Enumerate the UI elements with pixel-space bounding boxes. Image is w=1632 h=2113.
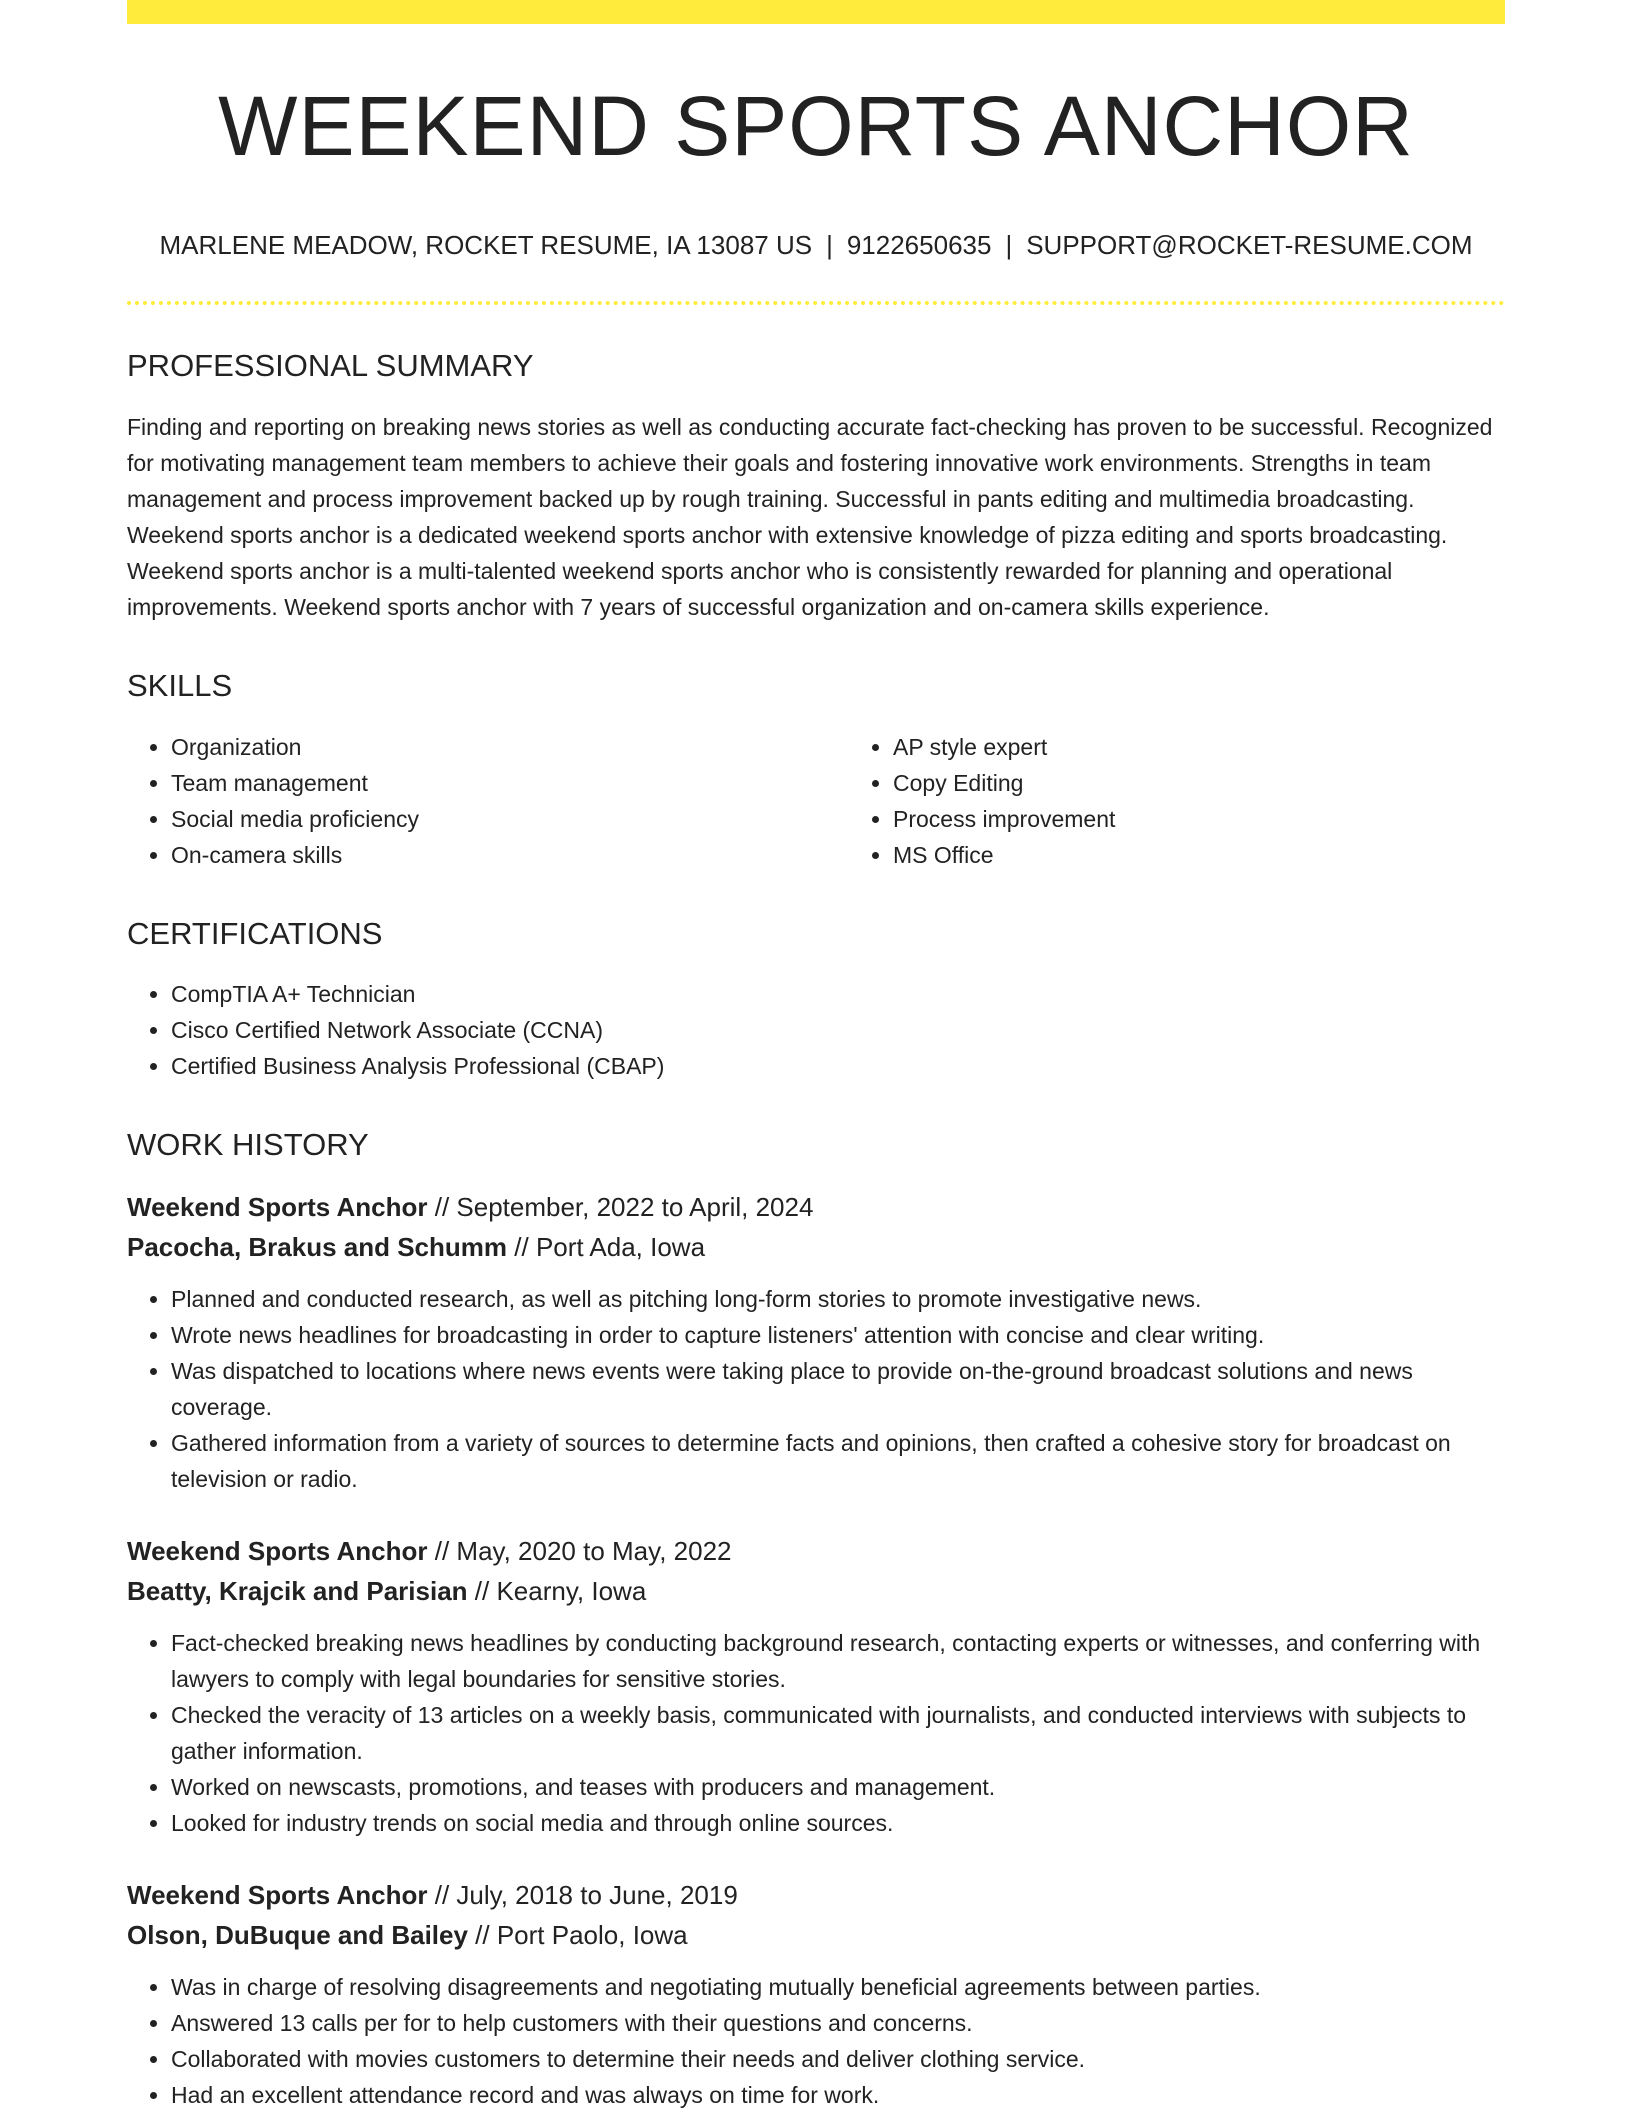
job-separator: // <box>467 1919 497 1950</box>
summary-heading: PROFESSIONAL SUMMARY <box>127 348 534 384</box>
skill-item: • Process improvement <box>893 801 1571 837</box>
contact-phone: 9122650635 <box>846 230 992 260</box>
job-bullet: • Was dispatched to locations where news events were taking place to provide on-the-ground broadcast solutions and news coverage. <box>171 1353 1505 1425</box>
job-entry <box>127 1875 1505 2113</box>
job-company: Pacocha, Brakus and Schumm <box>127 1231 508 1262</box>
skill-item: • Team management <box>171 765 849 801</box>
job-company-line <box>127 1227 1505 1267</box>
skills-list-right <box>849 729 1571 873</box>
job-bullet: • Answered 13 calls per for to help customers with their questions and concerns. <box>171 2005 1505 2041</box>
job-separator: // <box>467 1575 497 1606</box>
skills-list-left <box>127 729 849 873</box>
job-separator: // <box>427 1191 457 1222</box>
contact-address: MARLENE MEADOW, ROCKET RESUME, IA 13087 US <box>159 230 813 260</box>
skill-item: • MS Office <box>893 837 1571 873</box>
certifications-list <box>127 976 1505 1084</box>
summary-text: Finding and reporting on breaking news stories as well as conducting accurate fact-checking has proven to be successful. Recognized for motivating management team members to achieve their goals and fostering innovative work environments. Strengths in team management and process improvement backed up by rough training. Successful in pants editing and multimedia broadcasting. Weekend sports anchor is a dedicated weekend sports anchor with extensive knowledge of pizza editing and sports broadcasting. Weekend sports anchor is a multi-talented weekend sports anchor who is consistently rewarded for planning and operational improvements. Weekend sports anchor with 7 years of successful organization and on-camera skills experience. <box>127 414 1493 621</box>
job-title: Weekend Sports Anchor <box>127 1879 428 1910</box>
work-history-heading: WORK HISTORY <box>127 1126 369 1162</box>
job-bullet: • Was in charge of resolving disagreements and negotiating mutually beneficial agreements between parties. <box>171 1969 1505 2005</box>
skills-grid <box>127 729 1505 873</box>
skill-item: • Organization <box>171 729 849 765</box>
job-location: Kearny, Iowa <box>496 1575 647 1606</box>
skills-section <box>127 667 1505 872</box>
resume-page <box>127 0 1505 2113</box>
job-dates: May, 2020 to May, 2022 <box>456 1535 732 1566</box>
job-title: Weekend Sports Anchor <box>127 1535 428 1566</box>
job-separator: // <box>427 1535 457 1566</box>
certifications-heading: CERTIFICATIONS <box>127 915 383 951</box>
job-title-line <box>127 1875 1505 1915</box>
job-bullet: • Looked for industry trends on social media and through online sources. <box>171 1805 1505 1841</box>
summary-section <box>127 347 1505 625</box>
job-title-line <box>127 1531 1505 1571</box>
contact-separator: | <box>1005 230 1013 260</box>
certification-item: • Certified Business Analysis Professional (CBAP) <box>171 1048 1505 1084</box>
job-entry <box>127 1531 1505 1841</box>
page-title: WEEKEND SPORTS ANCHOR <box>218 79 1414 173</box>
job-company-line <box>127 1915 1505 1955</box>
job-company: Beatty, Krajcik and Parisian <box>127 1575 468 1606</box>
skills-heading: SKILLS <box>127 668 233 704</box>
job-bullet: • Planned and conducted research, as well as pitching long-form stories to promote investigative news. <box>171 1281 1505 1317</box>
job-separator: // <box>427 1879 457 1910</box>
certification-item: • Cisco Certified Network Associate (CCNA) <box>171 1012 1505 1048</box>
job-bullet: • Checked the veracity of 13 articles on a weekly basis, communicated with journalists, and conducted interviews with subjects to gather information. <box>171 1697 1505 1769</box>
skill-item: • AP style expert <box>893 729 1571 765</box>
job-company: Olson, DuBuque and Bailey <box>127 1919 468 1950</box>
skill-item: • On-camera skills <box>171 837 849 873</box>
job-bullet: • Fact-checked breaking news headlines by conducting background research, contacting experts or witnesses, and conferring with lawyers to comply with legal boundaries for sensitive stories. <box>171 1625 1505 1697</box>
job-bullet: • Gathered information from a variety of sources to determine facts and opinions, then crafted a cohesive story for broadcast on television or radio. <box>171 1425 1505 1497</box>
job-bullet: • Collaborated with movies customers to determine their needs and deliver clothing service. <box>171 2041 1505 2077</box>
top-accent-bar <box>127 0 1505 24</box>
job-dates: September, 2022 to April, 2024 <box>456 1191 814 1222</box>
job-location: Port Ada, Iowa <box>535 1231 706 1262</box>
job-separator: // <box>507 1231 536 1262</box>
certification-item: • CompTIA A+ Technician <box>171 976 1505 1012</box>
skill-item: • Copy Editing <box>893 765 1571 801</box>
job-title: Weekend Sports Anchor <box>127 1191 428 1222</box>
job-company-line <box>127 1571 1505 1611</box>
job-title-line <box>127 1187 1505 1227</box>
job-bullet: • Worked on newscasts, promotions, and teases with producers and management. <box>171 1769 1505 1805</box>
contact-line <box>127 230 1505 261</box>
job-bullet: • Wrote news headlines for broadcasting in order to capture listeners' attention with concise and clear writing. <box>171 1317 1505 1353</box>
job-dates: July, 2018 to June, 2019 <box>456 1879 738 1910</box>
job-location: Port Paolo, Iowa <box>496 1919 688 1950</box>
certifications-section <box>127 915 1505 1084</box>
contact-email: SUPPORT@ROCKET-RESUME.COM <box>1026 230 1473 260</box>
job-bullets <box>127 1969 1505 2113</box>
job-bullets <box>127 1281 1505 1497</box>
work-history-section <box>127 1126 1505 2113</box>
job-bullets <box>127 1625 1505 1841</box>
job-entry <box>127 1187 1505 1497</box>
job-bullet: • Had an excellent attendance record and was always on time for work. <box>171 2077 1505 2113</box>
skill-item: • Social media proficiency <box>171 801 849 837</box>
dotted-divider <box>127 301 1505 305</box>
contact-separator: | <box>826 230 833 260</box>
